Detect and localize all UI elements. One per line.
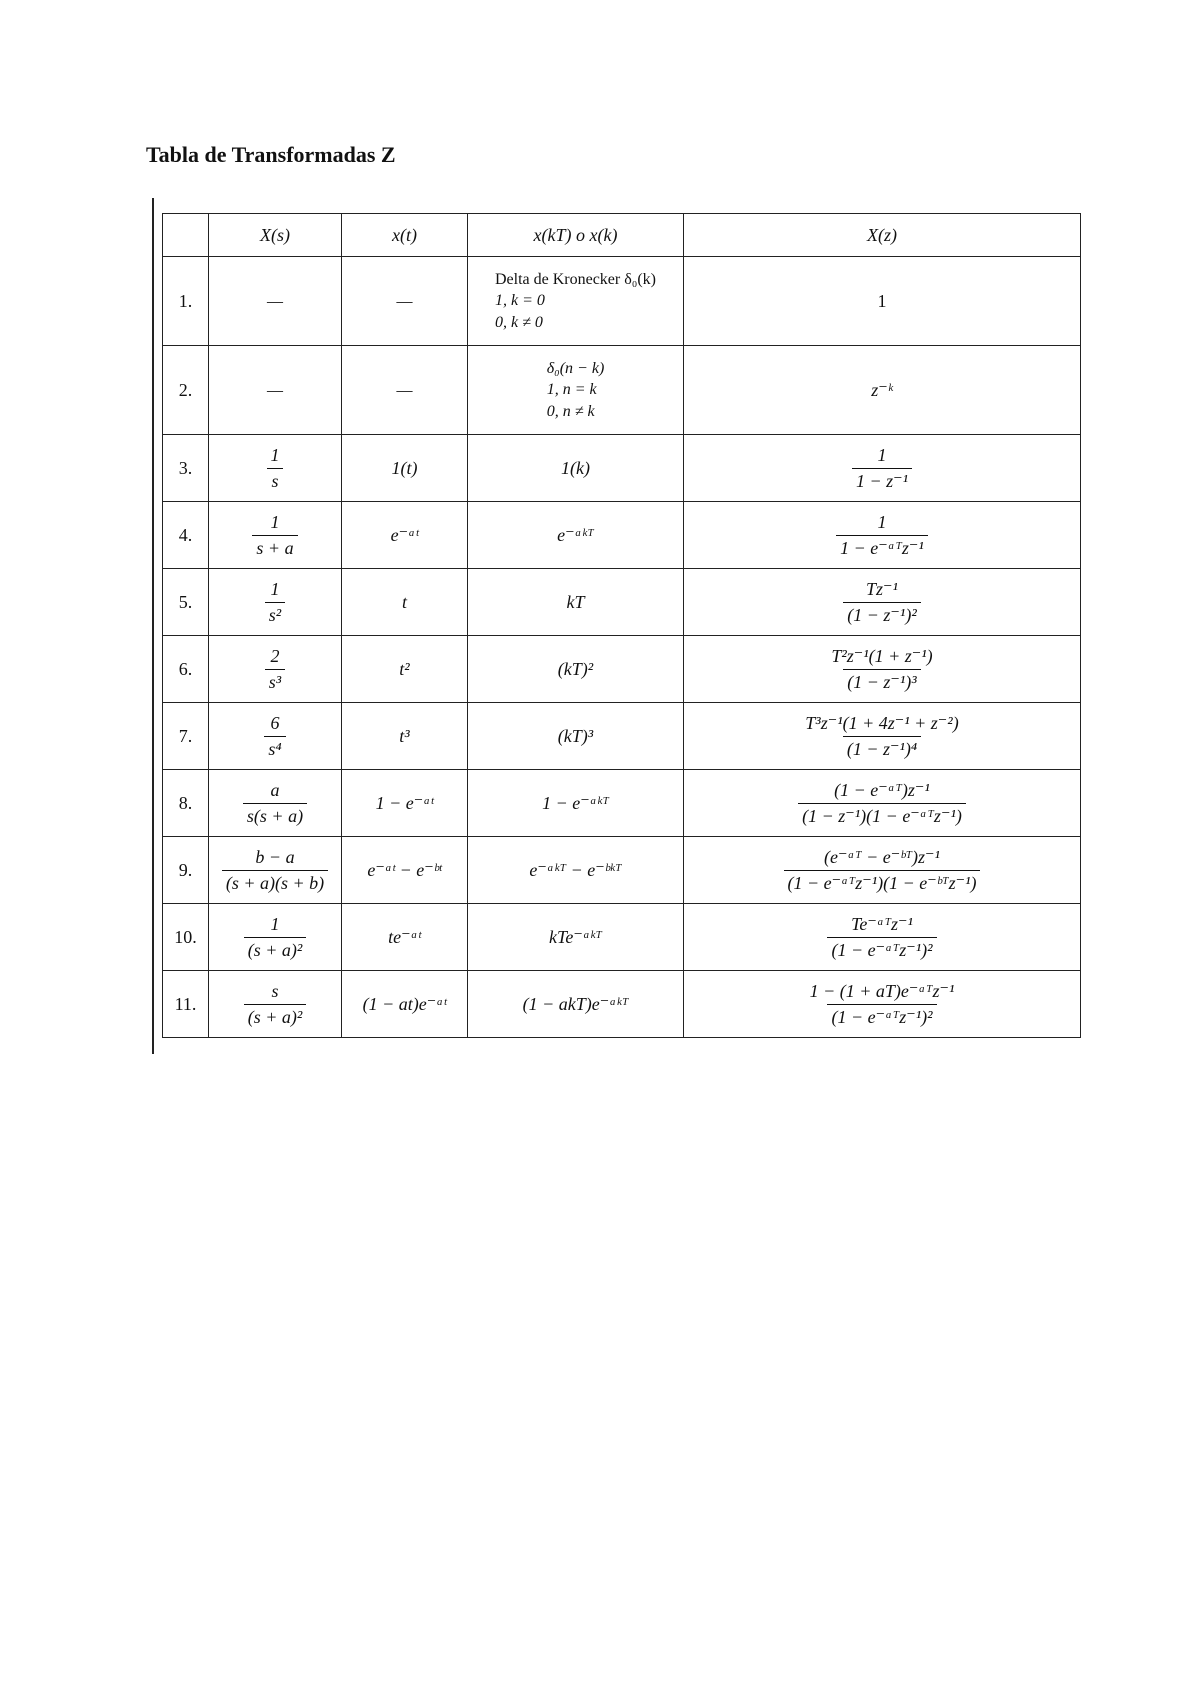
table-row [163, 435, 1081, 502]
fraction [852, 445, 912, 491]
z-transform-table [162, 213, 1081, 1038]
cell-xt: t [342, 569, 468, 636]
cell-Xz [684, 502, 1081, 569]
cell-xk: e⁻ᵃᵏᵀ − e⁻ᵇᵏᵀ [468, 837, 684, 904]
fraction [244, 981, 307, 1027]
fraction [265, 579, 285, 625]
numerator: a [270, 779, 280, 800]
denominator: (s + a)² [244, 937, 307, 961]
numerator: b − a [255, 846, 295, 867]
cell-xt: — [342, 346, 468, 435]
cell-xt: — [342, 257, 468, 346]
cell-xt: t³ [342, 703, 468, 770]
fraction [806, 981, 959, 1027]
cell-xk [468, 346, 684, 435]
denominator: (1 − z⁻¹)⁴ [843, 736, 921, 760]
denominator: s⁴ [264, 736, 285, 760]
table-row [163, 904, 1081, 971]
cell-Xs: — [209, 257, 342, 346]
header-xt: x(t) [342, 214, 468, 257]
denominator: (s + a)² [244, 1004, 307, 1028]
numerator: 1 [270, 511, 280, 532]
numerator: T³z⁻¹(1 + 4z⁻¹ + z⁻²) [805, 712, 959, 733]
cell-xk: e⁻ᵃᵏᵀ [468, 502, 684, 569]
row-number: 2. [163, 346, 209, 435]
cell-Xs: — [209, 346, 342, 435]
cell-xt: (1 − at)e⁻ᵃᵗ [342, 971, 468, 1038]
cell-xk: (kT)² [468, 636, 684, 703]
piecewise-line: 1, k = 0 [494, 292, 545, 310]
cell-xk: (1 − akT)e⁻ᵃᵏᵀ [468, 971, 684, 1038]
cell-Xs [209, 837, 342, 904]
denominator: (s + a)(s + b) [222, 870, 328, 894]
fraction [801, 713, 962, 759]
row-number: 8. [163, 770, 209, 837]
numerator: 1 [270, 913, 280, 934]
fraction [222, 847, 328, 893]
fraction [798, 780, 966, 826]
table-row [163, 971, 1081, 1038]
cell-xt: 1(t) [342, 435, 468, 502]
cell-Xs [209, 904, 342, 971]
cell-xk: kT [468, 569, 684, 636]
cell-Xz [684, 435, 1081, 502]
header-Xs: X(s) [209, 214, 342, 257]
fraction [843, 579, 920, 625]
denominator: (1 − z⁻¹)(1 − e⁻ᵃᵀz⁻¹) [798, 803, 966, 827]
row-number: 6. [163, 636, 209, 703]
row-number: 11. [163, 971, 209, 1038]
cell-Xz [684, 971, 1081, 1038]
header-xk: x(kT) o x(k) [468, 214, 684, 257]
denominator: (1 − e⁻ᵃᵀz⁻¹)² [827, 937, 936, 961]
fraction [827, 914, 936, 960]
numerator: s [271, 980, 279, 1001]
cell-Xs [209, 569, 342, 636]
fraction [836, 512, 928, 558]
cell-Xs [209, 703, 342, 770]
table-row [163, 257, 1081, 346]
cell-xt: t² [342, 636, 468, 703]
denominator: s + a [252, 535, 297, 559]
header-index [163, 214, 209, 257]
numerator: (1 − e⁻ᵃᵀ)z⁻¹ [834, 779, 930, 800]
cell-Xz [684, 569, 1081, 636]
cell-Xs [209, 636, 342, 703]
denominator: (1 − z⁻¹)² [843, 602, 920, 626]
cell-Xz [684, 837, 1081, 904]
piecewise-line: 0, n ≠ k [546, 402, 595, 420]
table-row [163, 770, 1081, 837]
cell-Xz [684, 904, 1081, 971]
cell-xk [468, 257, 684, 346]
cell-Xz [684, 703, 1081, 770]
margin-rule [152, 198, 154, 1054]
fraction [784, 847, 981, 893]
fraction [252, 512, 297, 558]
piecewise-line: 0, k ≠ 0 [494, 313, 543, 331]
cell-Xz [684, 770, 1081, 837]
table-row [163, 569, 1081, 636]
denominator: s³ [265, 669, 285, 693]
row-number: 7. [163, 703, 209, 770]
cell-xk: (kT)³ [468, 703, 684, 770]
cell-xk: kTe⁻ᵃᵏᵀ [468, 904, 684, 971]
fraction [265, 646, 285, 692]
denominator: (1 − e⁻ᵃᵀz⁻¹)² [827, 1004, 936, 1028]
cell-xt: e⁻ᵃᵗ [342, 502, 468, 569]
fraction [243, 780, 307, 826]
numerator: 1 − (1 + aT)e⁻ᵃᵀz⁻¹ [809, 980, 955, 1001]
denominator: (1 − e⁻ᵃᵀz⁻¹)(1 − e⁻ᵇᵀz⁻¹) [784, 870, 981, 894]
denominator: s² [265, 602, 285, 626]
table-row [163, 636, 1081, 703]
fraction [267, 445, 284, 491]
piecewise-definition [495, 269, 656, 334]
numerator: 6 [270, 712, 280, 733]
numerator: 1 [877, 444, 887, 465]
numerator: (e⁻ᵃᵀ − e⁻ᵇᵀ)z⁻¹ [824, 846, 940, 867]
cell-Xs [209, 435, 342, 502]
numerator: Te⁻ᵃᵀz⁻¹ [851, 913, 913, 934]
denominator: 1 − z⁻¹ [852, 468, 912, 492]
row-number: 1. [163, 257, 209, 346]
fraction [264, 713, 285, 759]
table-row [163, 703, 1081, 770]
denominator: (1 − z⁻¹)³ [843, 669, 920, 693]
fraction [244, 914, 307, 960]
row-number: 10. [163, 904, 209, 971]
numerator: 2 [270, 645, 280, 666]
piecewise-head: Delta de Kronecker δ₀(k) [494, 270, 657, 288]
cell-Xz [684, 636, 1081, 703]
numerator: 1 [270, 578, 280, 599]
numerator: T²z⁻¹(1 + z⁻¹) [831, 645, 933, 666]
row-number: 4. [163, 502, 209, 569]
piecewise-head: δ₀(n − k) [546, 359, 605, 377]
table-row [163, 346, 1081, 435]
cell-xk: 1 − e⁻ᵃᵏᵀ [468, 770, 684, 837]
numerator: 1 [270, 444, 280, 465]
cell-Xs [209, 971, 342, 1038]
cell-Xz: 1 [684, 257, 1081, 346]
denominator: 1 − e⁻ᵃᵀz⁻¹ [836, 535, 928, 559]
numerator: Tz⁻¹ [866, 578, 898, 599]
row-number: 3. [163, 435, 209, 502]
table-header-row [163, 214, 1081, 257]
fraction [827, 646, 936, 692]
cell-xk: 1(k) [468, 435, 684, 502]
page-title: Tabla de Transformadas Z [146, 142, 396, 167]
denominator: s(s + a) [243, 803, 307, 827]
denominator: s [267, 468, 282, 492]
header-Xz: X(z) [684, 214, 1081, 257]
numerator: 1 [877, 511, 887, 532]
row-number: 9. [163, 837, 209, 904]
cell-xt: e⁻ᵃᵗ − e⁻ᵇᵗ [342, 837, 468, 904]
table-row [163, 502, 1081, 569]
cell-xt: 1 − e⁻ᵃᵗ [342, 770, 468, 837]
cell-Xz: z⁻ᵏ [684, 346, 1081, 435]
piecewise-line: 1, n = k [546, 381, 597, 399]
cell-xt: te⁻ᵃᵗ [342, 904, 468, 971]
row-number: 5. [163, 569, 209, 636]
table-row [163, 837, 1081, 904]
cell-Xs [209, 770, 342, 837]
cell-Xs [209, 502, 342, 569]
piecewise-definition [547, 358, 605, 423]
